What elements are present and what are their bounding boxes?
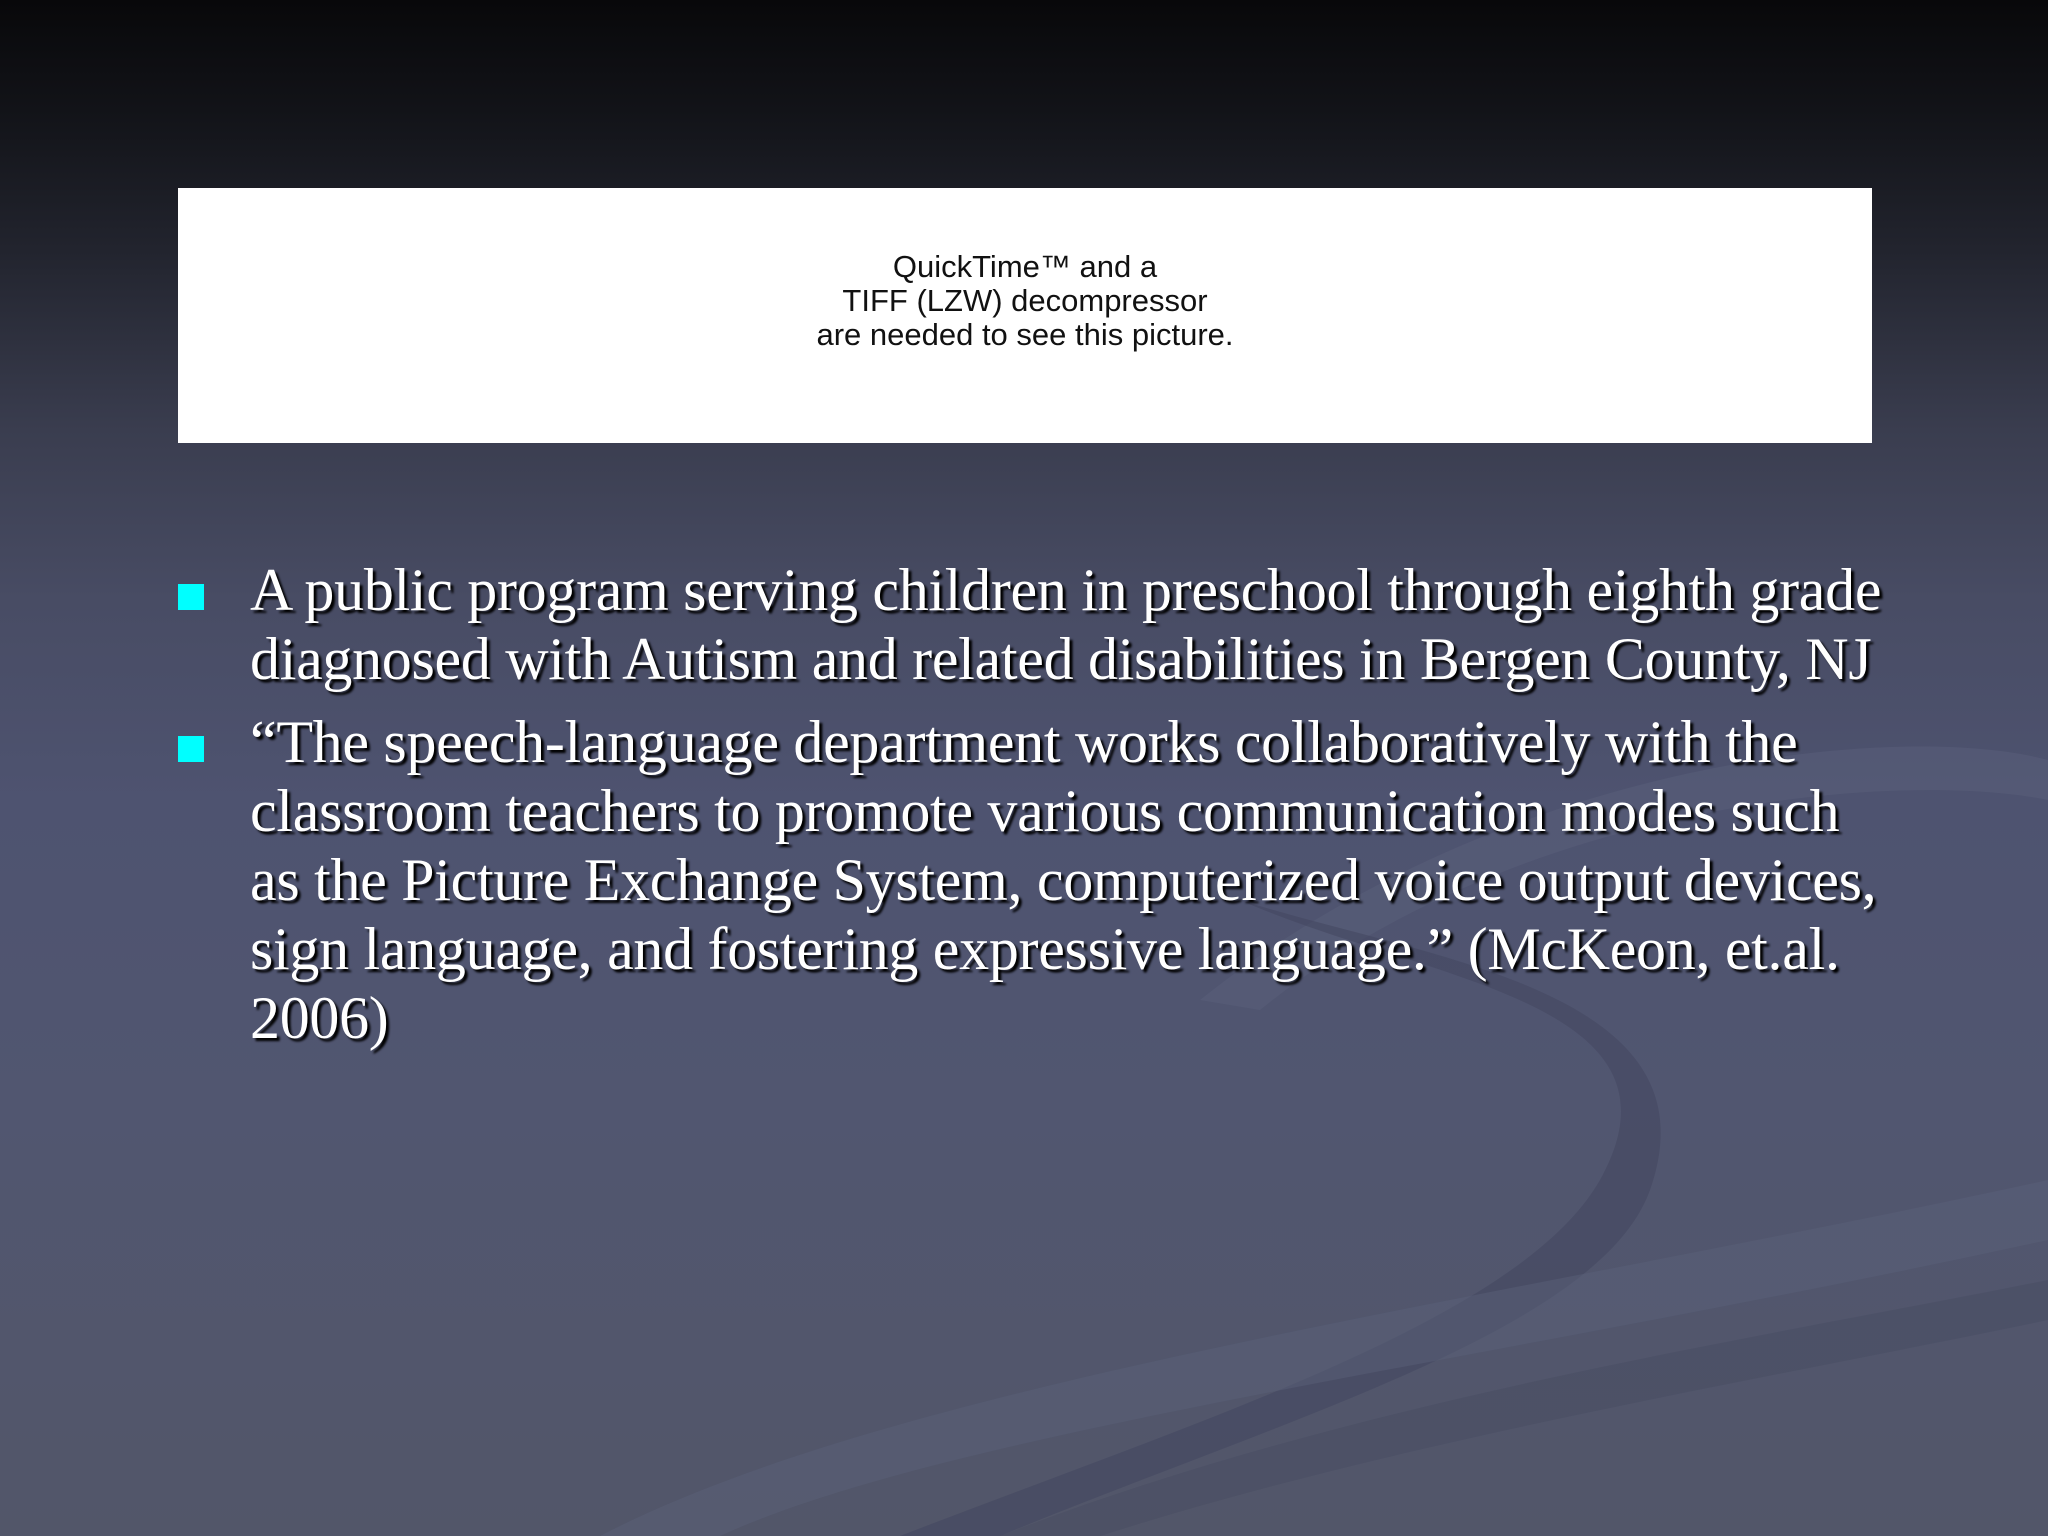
placeholder-line-2: TIFF (LZW) decompressor (842, 283, 1208, 318)
square-bullet-icon (178, 736, 204, 762)
bullet-item-program (178, 556, 1898, 694)
bullet-text-quote: “The speech-language department works collaboratively with the classroom teachers to promote various communication modes such as the Picture Exchange System, computerized voice output devices, sign language, and fostering expressive language.” (McKeon, et.al. 2006) (250, 709, 1877, 1051)
square-bullet-icon (178, 584, 204, 610)
placeholder-line-1: QuickTime™ and a (892, 249, 1158, 284)
placeholder-line-3: are needed to see this picture. (816, 317, 1234, 352)
image-placeholder (178, 188, 1872, 443)
bullet-item-quote (178, 708, 1898, 1053)
bullet-text-program: A public program serving children in preschool through eighth grade diagnosed with Autism and related disabilities in Bergen County, NJ (250, 557, 1882, 692)
placeholder-message (178, 250, 1872, 352)
bullet-list (178, 556, 1898, 1067)
